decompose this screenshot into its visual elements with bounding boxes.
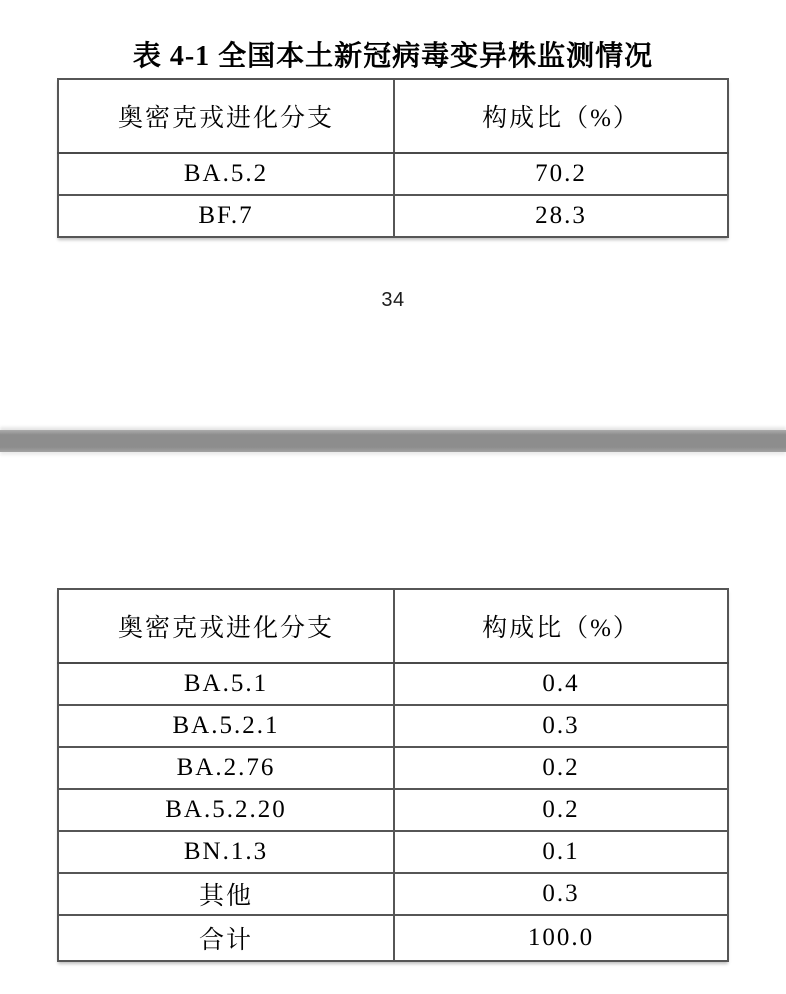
table-row <box>58 789 728 831</box>
column-header-ratio: 构成比（%） <box>394 79 728 153</box>
page-separator <box>0 430 786 452</box>
column-header-branch: 奥密克戎进化分支 <box>58 79 394 153</box>
cell-branch: BA.2.76 <box>58 747 394 789</box>
table-row <box>58 195 728 237</box>
variant-table-continued <box>57 588 729 962</box>
cell-branch: BA.5.2.20 <box>58 789 394 831</box>
table-row <box>58 663 728 705</box>
cell-ratio: 0.3 <box>394 705 728 747</box>
table-title: 表 4-1 全国本土新冠病毒变异株监测情况 <box>132 41 654 72</box>
column-header-ratio: 构成比（%） <box>394 589 728 663</box>
cell-branch: 合计 <box>58 915 394 961</box>
table-header-row <box>58 79 728 153</box>
cell-ratio: 0.4 <box>394 663 728 705</box>
cell-branch: BF.7 <box>58 195 394 237</box>
cell-branch: BA.5.2.1 <box>58 705 394 747</box>
cell-branch: BA.5.1 <box>58 663 394 705</box>
page-number: 34 <box>381 289 405 311</box>
variant-table-national <box>57 78 729 238</box>
cell-ratio: 0.2 <box>394 747 728 789</box>
column-header-branch: 奥密克戎进化分支 <box>58 589 394 663</box>
cell-ratio: 0.2 <box>394 789 728 831</box>
table-row-total <box>58 915 728 961</box>
cell-ratio: 28.3 <box>394 195 728 237</box>
table-header-row <box>58 589 728 663</box>
cell-branch: BN.1.3 <box>58 831 394 873</box>
table-row <box>58 153 728 195</box>
table-row <box>58 873 728 915</box>
table-row <box>58 705 728 747</box>
cell-branch: 其他 <box>58 873 394 915</box>
cell-branch: BA.5.2 <box>58 153 394 195</box>
cell-ratio: 70.2 <box>394 153 728 195</box>
cell-ratio: 100.0 <box>394 915 728 961</box>
cell-ratio: 0.3 <box>394 873 728 915</box>
table-row <box>58 747 728 789</box>
table-row <box>58 831 728 873</box>
cell-ratio: 0.1 <box>394 831 728 873</box>
